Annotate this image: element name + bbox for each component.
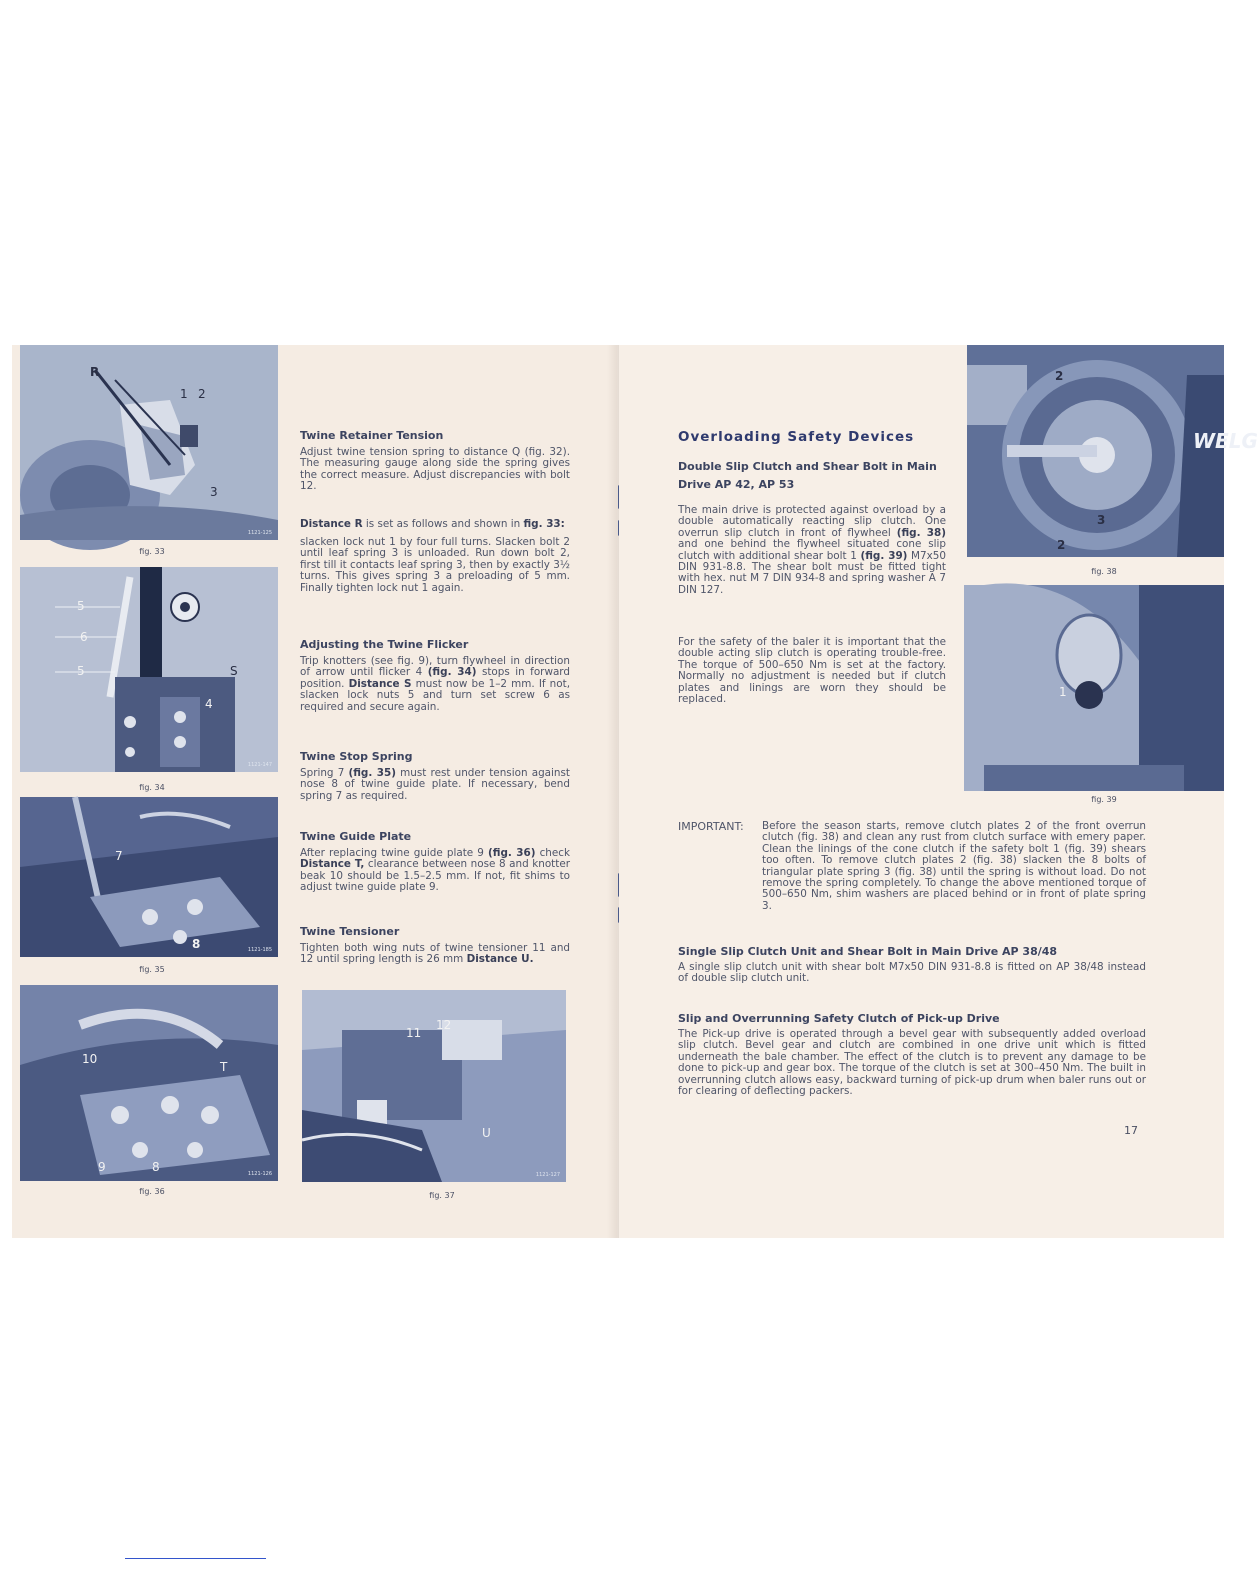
fig37-code: 1121-127 — [535, 1172, 560, 1178]
fig38-brand: WELG — [1193, 429, 1258, 453]
fig34-label-4: 4 — [205, 697, 213, 711]
stop-spring-text-a: Spring 7 — [300, 767, 349, 779]
bottom-rule — [125, 1558, 266, 1559]
fig34-label-s: S — [230, 664, 238, 678]
double-clutch-fig39: (fig. 39) — [860, 549, 908, 562]
fig35-code: 1121-185 — [247, 947, 272, 953]
distance-r-heading-rest: is set as follows and shown in — [362, 518, 524, 530]
twine-retainer-heading: Twine Retainer Tension — [300, 429, 444, 442]
tensioner-text-bold: Distance U. — [466, 953, 534, 966]
single-clutch-text: A single slip clutch unit with shear bolt M7x50 DIN 931-8.8 is fitted on AP 38/48 instead of double slip clutch unit. — [678, 961, 1146, 985]
stop-spring-text-b: must rest under tension against nose 8 of twine guide plate. If necessary, bend spring 7 as required. — [300, 767, 570, 802]
flicker-text-b: stops in forward position. — [300, 666, 570, 690]
figure-37-illustration — [302, 990, 566, 1182]
fig34-label-5a: 5 — [77, 599, 85, 613]
important-text: Before the season starts, remove clutch plates 2 of the front overrun clutch (fig. 38) and clean any rust from clutch surface with emery paper. Clean the linings of the cone clutch if the safety bolt 1 (fig. 39) shears too often. To remove clutch plates 2 (fig. 38) slacken the 8 bolts of triangular plate spring 3 (fig. 38) until the spring is without load. Do not remove the spring completely. To change the above mentioned torque of 500–650 Nm, shim washers are placed behind or in front of plate spring 3. — [762, 820, 1146, 912]
fig36-code: 1121-126 — [247, 1171, 272, 1177]
left-page — [12, 345, 617, 1238]
right-page — [619, 345, 1258, 1238]
guide-plate-text-c: clearance between nose 8 and knotter beak 10 should be 1.5–2.5 mm. If not, fit shims to adjust twine guide plate 9. — [300, 858, 570, 894]
guide-plate-text-bold: Distance T, — [300, 858, 365, 871]
fig34-label-6: 6 — [80, 630, 88, 644]
fig36-label-8: 8 — [152, 1160, 160, 1174]
figure-39-photo — [964, 585, 1224, 791]
fig36-label-t: T — [220, 1060, 228, 1074]
fig35-label-7: 7 — [115, 849, 123, 863]
fig37-label-u: U — [482, 1126, 491, 1140]
figure-36-caption: fig. 36 — [139, 1187, 165, 1196]
flicker-text-a: Trip knotters (see fig. 9), turn flywheel in direction of arrow until flicker 4 — [300, 655, 570, 679]
twine-retainer-text: Adjust twine tension spring to distance Q (fig. 32). The measuring gauge along side the spring gives the correct measure. Adjust discrepancies with bolt 12. — [300, 446, 570, 493]
fig33-code: 1121-125 — [247, 530, 272, 536]
double-clutch-text-c: M7x50 DIN 931-8.8. The shear bolt must be fitted tight with hex. nut M 7 DIN 934-8 and spring washer A 7 DIN 127. — [678, 549, 946, 596]
fig33-label-1: 1 — [180, 387, 188, 401]
guide-plate-text-b: check — [535, 847, 570, 859]
safety-text: For the safety of the baler it is important that the double acting slip clutch is operating trouble-free. The torque of 500–650 Nm is set at the factory. Normally no adjustment is needed but if clutch plates and linings are worn they should be replaced. — [678, 636, 946, 706]
figure-36-illustration — [20, 985, 278, 1181]
guide-plate-text-a: After replacing twine guide plate 9 — [300, 847, 489, 859]
figure-35-caption: fig. 35 — [139, 965, 165, 974]
figure-33-illustration — [20, 345, 278, 540]
fig33-label-2: 2 — [198, 387, 206, 401]
fig38-label-2b: 2 — [1057, 538, 1066, 552]
twine-flicker-text — [300, 656, 570, 713]
figure-38-illustration — [967, 345, 1224, 557]
fig38-label-2a: 2 — [1055, 369, 1064, 383]
tensioner-text-a: Tighten both wing nuts of twine tensioner 11 and 12 until spring length is 26 mm — [300, 942, 570, 966]
fig39-label-1: 1 — [1059, 685, 1067, 699]
twine-guide-plate-heading: Twine Guide Plate — [300, 830, 412, 843]
distance-r-heading-bold: Distance R — [300, 518, 363, 530]
twine-guide-plate-text — [300, 848, 570, 894]
double-clutch-fig38: (fig. 38) — [896, 526, 946, 539]
fig36-label-9: 9 — [98, 1160, 106, 1174]
flicker-text-c: must now be 1–2 mm. If not, slacken lock nuts 5 and turn set screw 6 as required and secure again. — [300, 677, 571, 713]
page-number: 17 — [1124, 1124, 1138, 1137]
booklet-spread — [12, 345, 1258, 1238]
figure-39-illustration — [964, 585, 1224, 791]
flicker-text-fig: (fig. 34) — [427, 666, 477, 679]
figure-34-illustration — [20, 567, 278, 772]
figure-37-caption: fig. 37 — [429, 1191, 455, 1200]
figure-36-photo — [20, 985, 278, 1181]
figure-34-caption: fig. 34 — [139, 783, 165, 792]
fig36-label-10: 10 — [82, 1052, 98, 1066]
important-label: IMPORTANT: — [678, 820, 744, 833]
figure-37-photo — [302, 990, 566, 1182]
double-clutch-text-a: The main drive is protected against overload by a double automatically reacting slip clutch. One overrun slip clutch in front of flywheel — [678, 504, 946, 539]
figure-33-caption: fig. 33 — [139, 547, 165, 556]
figure-34-photo — [20, 567, 278, 772]
pickup-heading: Slip and Overrunning Safety Clutch of Pick-up Drive — [678, 1012, 1000, 1025]
double-clutch-heading: Double Slip Clutch and Shear Bolt in Main Drive AP 42, AP 53 — [678, 460, 937, 491]
fig33-label-3: 3 — [210, 485, 218, 499]
figure-35-illustration — [20, 797, 278, 957]
double-clutch-text-b: and one behind the flywheel situated cone slip clutch with additional shear bolt 1 — [678, 538, 946, 562]
figure-35-photo — [20, 797, 278, 957]
figure-38-caption: fig. 38 — [1091, 567, 1117, 576]
distance-r-heading — [300, 519, 570, 530]
twine-tensioner-text — [300, 943, 570, 966]
double-clutch-text — [678, 505, 946, 596]
twine-flicker-heading: Adjusting the Twine Flicker — [300, 638, 469, 651]
distance-r-text: slacken lock nut 1 by four full turns. Slacken bolt 2 until leaf spring 3 is unloaded. Run down bolt 2, first till it contacts leaf spring 3, then by exactly 3½ turns. This gives spring 3 a preloading of 5 mm. Finally tighten lock nut 1 again. — [300, 536, 570, 594]
fig37-label-12: 12 — [436, 1018, 452, 1032]
figure-33-photo — [20, 345, 278, 540]
twine-tensioner-heading: Twine Tensioner — [300, 925, 400, 938]
twine-stop-spring-text — [300, 768, 570, 802]
stop-spring-text-fig: (fig. 35) — [348, 767, 397, 779]
twine-stop-spring-heading: Twine Stop Spring — [300, 750, 413, 763]
pickup-text: The Pick-up drive is operated through a bevel gear with subsequently added overload slip clutch. Bevel gear and clutch are combined in one drive unit which is fitted underneath the bale chamber. The effect of the clutch is to prevent any damage to be done to pick-up and gear box. The torque of the clutch is set at 300–450 Nm. The built in overrunning clutch allows easy, backward turning of pick-up drum when baler runs out or for clearing of deflecting packers. — [678, 1028, 1146, 1098]
figure-39-caption: fig. 39 — [1091, 795, 1117, 804]
fig35-label-8: 8 — [192, 937, 201, 951]
fig37-label-11: 11 — [406, 1026, 422, 1040]
fig33-label-r: R — [90, 365, 100, 379]
flicker-text-bold: Distance S — [348, 677, 412, 690]
distance-r-heading-fig: fig. 33: — [523, 518, 565, 530]
fig34-code: 1121-147 — [247, 762, 272, 768]
fig34-label-5b: 5 — [77, 664, 85, 678]
guide-plate-text-fig: (fig. 36) — [488, 847, 536, 859]
fig38-label-3: 3 — [1097, 513, 1106, 527]
figure-38-photo — [967, 345, 1258, 557]
single-clutch-heading: Single Slip Clutch Unit and Shear Bolt in Main Drive AP 38/48 — [678, 945, 1058, 958]
page-title: Overloading Safety Devices — [678, 429, 915, 445]
